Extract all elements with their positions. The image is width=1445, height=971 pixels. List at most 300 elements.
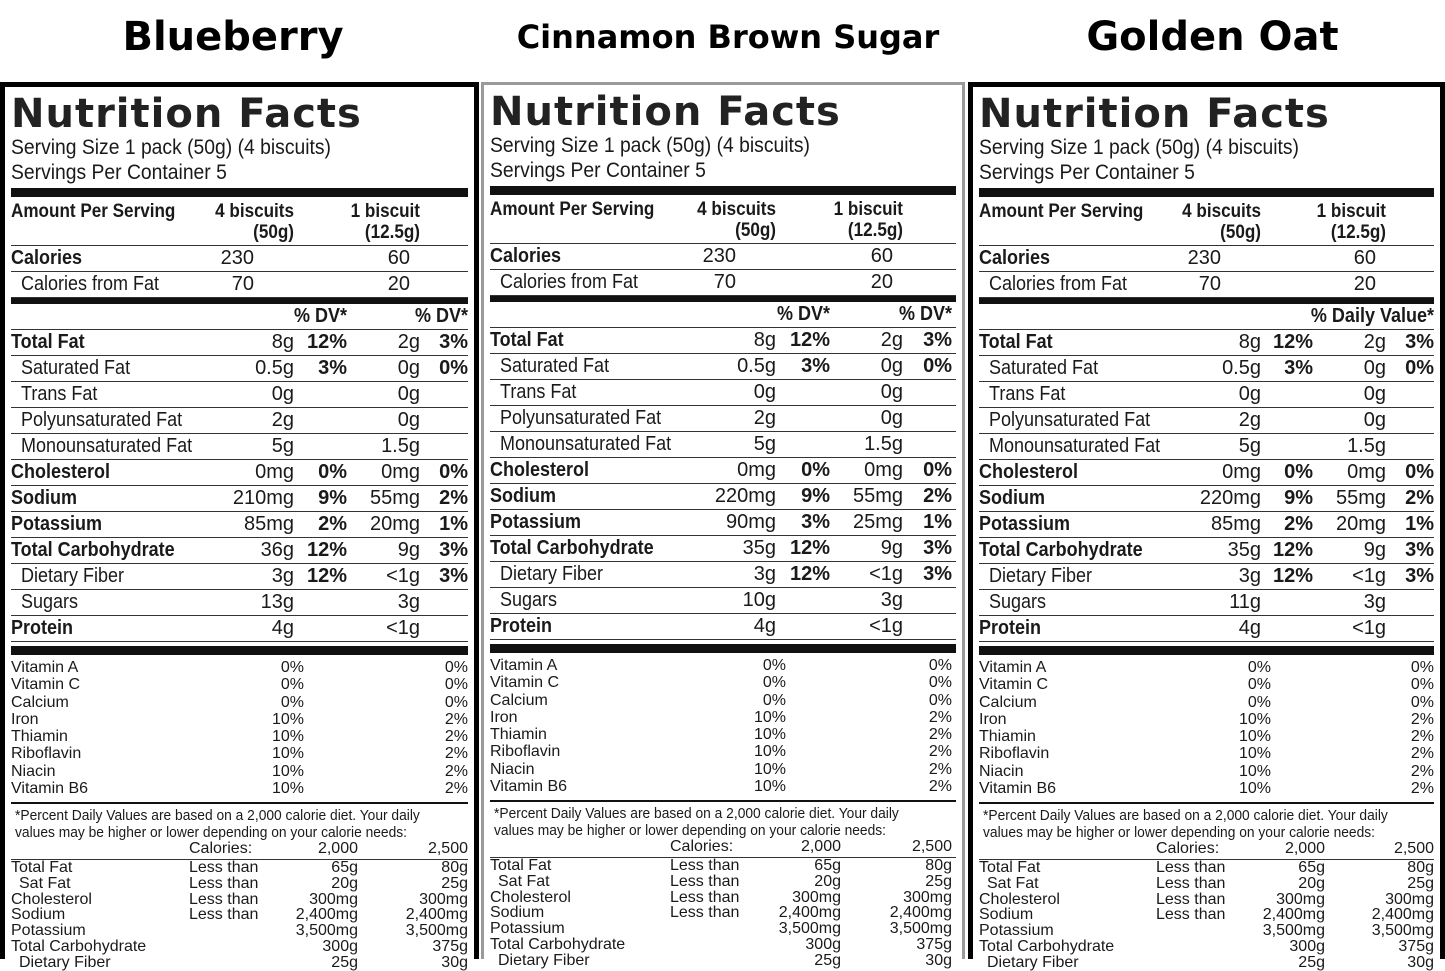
vitamin-row	[11, 711, 468, 728]
calories-from-fat-row	[490, 270, 956, 296]
heading-cinnamon-brown-sugar: Cinnamon Brown Sugar	[516, 18, 940, 56]
thick-divider	[490, 186, 956, 195]
daily-limits-row	[979, 876, 1434, 892]
amount-value: 0.5g	[1222, 357, 1261, 379]
nutrient-row-sat-fat	[490, 354, 956, 380]
vitamin-label: Vitamin B6	[490, 778, 568, 796]
nutrition-panel	[481, 82, 965, 969]
thin-divider	[979, 802, 1434, 804]
nutrient-row-total-fat	[11, 330, 468, 356]
daily-limits-row	[11, 892, 468, 908]
percent-value: 0%	[439, 461, 468, 483]
percent-value: 2%	[923, 485, 952, 507]
amount-value: 0g	[880, 355, 903, 377]
limit-nutrient: Potassium	[490, 920, 565, 938]
serving-size: Serving Size 1 pack (50g) (4 biscuits)	[490, 134, 810, 157]
nutrient-row-mono-fat	[11, 434, 468, 460]
amount-value: 0g	[880, 407, 903, 429]
calories-row	[490, 244, 956, 270]
nutrient-row-trans-fat	[11, 382, 468, 408]
nutrient-label: Cholesterol	[490, 459, 590, 481]
limit-2500: 30g	[925, 951, 952, 969]
amount-value: 70	[713, 271, 736, 293]
amount-value: 2g	[271, 409, 294, 431]
limit-nutrient: Dietary Fiber	[19, 953, 111, 971]
amount-value: 0mg	[864, 459, 903, 481]
limit-qualifier: Less than	[670, 857, 740, 875]
calories-header: Calories:	[670, 838, 734, 856]
nutrient-row-total-fat	[490, 328, 956, 354]
vitamin-label: Calcium	[490, 691, 548, 709]
limit-nutrient: Sodium	[11, 906, 66, 924]
amount-value: <1g	[1352, 617, 1386, 639]
amount-value: 1.5g	[864, 433, 903, 455]
amount-per-serving-header	[979, 197, 1434, 246]
daily-limits-row	[979, 907, 1434, 923]
amount-value: <1g	[869, 563, 903, 585]
limit-2000: 25g	[814, 951, 841, 969]
amount-value: 0mg	[255, 461, 294, 483]
limit-nutrient: Cholesterol	[979, 890, 1060, 908]
amount-per-serving-label: Amount Per Serving	[490, 199, 655, 220]
daily-limits-row	[11, 939, 468, 955]
limit-2500: 30g	[1407, 953, 1434, 971]
amount-value: 20	[387, 273, 410, 295]
nutrient-row-mono-fat	[979, 434, 1434, 460]
vitamin-percent: 10%	[1238, 762, 1271, 780]
percent-value: 2%	[318, 513, 347, 535]
amount-value: 1.5g	[381, 435, 420, 457]
footnote-line: values may be higher or lower depending on your calorie needs:	[15, 824, 408, 842]
limit-2000: 3,500mg	[778, 920, 841, 938]
daily-limits-row	[979, 923, 1434, 939]
calories-2000: 2,000	[317, 840, 358, 858]
daily-limits-row	[979, 955, 1434, 971]
nutrient-label: Polyunsaturated Fat	[21, 409, 183, 431]
amount-value: 20mg	[1335, 513, 1386, 535]
nutrient-rows	[979, 246, 1434, 970]
limit-nutrient: Sodium	[979, 906, 1034, 924]
limit-qualifier: Less than	[670, 888, 740, 906]
column-1-biscuit-label: 1 biscuit	[350, 201, 420, 222]
amount-value: 0mg	[737, 459, 776, 481]
vitamin-row	[490, 778, 956, 795]
limit-nutrient: Total Fat	[979, 859, 1041, 877]
column-1-biscuit-weight: (12.5g)	[847, 220, 903, 241]
amount-value: 20mg	[369, 513, 420, 535]
amount-value: 0g	[271, 383, 294, 405]
vitamin-percent: 0%	[762, 691, 786, 709]
nutrient-label: Sugars	[989, 591, 1047, 613]
nutrient-label: Dietary Fiber	[21, 565, 125, 587]
limit-qualifier: Less than	[1156, 906, 1226, 924]
amount-value: 70	[231, 273, 254, 295]
nutrient-label: Cholesterol	[979, 461, 1079, 483]
amount-value: 0g	[880, 381, 903, 403]
nutrient-label: Calories from Fat	[989, 273, 1128, 295]
daily-limits-row	[11, 923, 468, 939]
nutrient-row-poly-fat	[11, 408, 468, 434]
amount-value: 13g	[260, 591, 294, 613]
nutrition-facts-title: Nutrition Facts	[11, 91, 362, 137]
nutrient-row-fiber	[490, 562, 956, 588]
nutrient-label: Trans Fat	[989, 383, 1066, 405]
daily-limits-header	[11, 841, 468, 860]
amount-value: 36g	[260, 539, 294, 561]
limit-nutrient: Total Carbohydrate	[11, 937, 147, 955]
nutrient-label: Trans Fat	[21, 383, 98, 405]
amount-value: 0g	[1363, 409, 1386, 431]
percent-value: 12%	[789, 329, 830, 351]
amount-value: 0mg	[1347, 461, 1386, 483]
amount-value: 230	[1187, 247, 1221, 269]
vitamin-label: Calcium	[11, 693, 69, 711]
vitamin-percent: 10%	[1238, 780, 1271, 798]
daily-limits-row	[979, 860, 1434, 876]
amount-value: 3g	[1238, 565, 1261, 587]
serving-size: Serving Size 1 pack (50g) (4 biscuits)	[11, 136, 331, 159]
amount-value: <1g	[1352, 565, 1386, 587]
amount-value: 2g	[397, 331, 420, 353]
heading-golden-oat: Golden Oat	[1086, 14, 1339, 60]
nutrient-label: Sodium	[11, 487, 78, 509]
nutrient-label: Sodium	[979, 487, 1046, 509]
limit-2500: 80g	[925, 857, 952, 875]
nutrient-label: Cholesterol	[11, 461, 111, 483]
limit-2000: 2,400mg	[295, 906, 358, 924]
vitamin-percent: 0%	[1247, 693, 1271, 711]
daily-limits-row	[979, 939, 1434, 955]
daily-limits-row	[11, 876, 468, 892]
limit-qualifier: Less than	[189, 890, 259, 908]
amount-value: 2g	[1363, 331, 1386, 353]
vitamin-percent: 0%	[928, 691, 952, 709]
amount-value: 20	[1353, 273, 1376, 295]
nutrient-label: Sugars	[500, 589, 558, 611]
percent-value: 0%	[1284, 461, 1313, 483]
limit-2000: 2,400mg	[1262, 906, 1325, 924]
nutrient-label: Potassium	[490, 511, 582, 533]
footnote-line: *Percent Daily Values are based on a 2,000 calorie diet. Your daily	[983, 807, 1388, 825]
column-4-biscuits-weight: (50g)	[253, 222, 294, 243]
nutrient-label: Total Carbohydrate	[490, 537, 654, 559]
nutrient-label: Monounsaturated Fat	[989, 435, 1161, 457]
percent-value: 0%	[318, 461, 347, 483]
vitamin-label: Riboflavin	[490, 743, 561, 761]
nutrient-rows	[11, 246, 468, 970]
nutrient-row-protein	[11, 616, 468, 642]
vitamin-row	[490, 726, 956, 743]
percent-value: 1%	[1405, 513, 1434, 535]
vitamin-percent: 2%	[928, 743, 952, 761]
nutrient-row-fiber	[11, 564, 468, 590]
vitamin-percent: 0%	[762, 657, 786, 674]
servings-per-container: Servings Per Container 5	[979, 161, 1195, 184]
percent-value: 12%	[1272, 331, 1313, 353]
limit-2500: 2,400mg	[1371, 906, 1434, 924]
limit-2000: 65g	[331, 859, 358, 877]
limit-qualifier: Less than	[1156, 859, 1226, 877]
nutrition-facts-title: Nutrition Facts	[979, 91, 1330, 137]
vitamin-label: Vitamin B6	[11, 780, 89, 798]
nutrient-label: Monounsaturated Fat	[21, 435, 193, 457]
vitamin-percent: 0%	[444, 659, 468, 676]
vitamin-label: Vitamin C	[979, 676, 1049, 694]
limit-2000: 20g	[1298, 875, 1325, 893]
percent-value: 1%	[439, 513, 468, 535]
vitamin-percent: 10%	[271, 710, 304, 728]
amount-value: <1g	[386, 617, 420, 639]
limit-nutrient: Cholesterol	[490, 888, 571, 906]
nutrient-label: Calories	[11, 247, 83, 269]
percent-value: 12%	[306, 565, 347, 587]
amount-value: 90mg	[725, 511, 776, 533]
vitamin-label: Iron	[979, 710, 1007, 728]
percent-value: 9%	[801, 485, 830, 507]
nutrient-label: Polyunsaturated Fat	[989, 409, 1151, 431]
nutrient-row-sugars	[490, 588, 956, 614]
nutrient-label: Calories from Fat	[21, 273, 160, 295]
amount-value: 8g	[753, 329, 776, 351]
nutrient-label: Total Carbohydrate	[11, 539, 175, 561]
nutrient-label: Monounsaturated Fat	[500, 433, 672, 455]
limit-2500: 300mg	[419, 890, 468, 908]
percent-value: 3%	[439, 539, 468, 561]
calories-from-fat-row	[11, 272, 468, 298]
limit-2500: 80g	[1407, 859, 1434, 877]
footnote-line: *Percent Daily Values are based on a 2,000 calorie diet. Your daily	[494, 805, 899, 823]
amount-value: 9g	[880, 537, 903, 559]
nutrient-row-trans-fat	[979, 382, 1434, 408]
amount-value: 20	[870, 271, 893, 293]
amount-value: 2g	[1238, 409, 1261, 431]
daily-limits-row	[11, 860, 468, 876]
limit-qualifier: Less than	[1156, 890, 1226, 908]
vitamin-row	[979, 711, 1434, 728]
nutrient-row-cholesterol	[979, 460, 1434, 486]
amount-value: 220mg	[714, 485, 776, 507]
vitamin-row	[490, 674, 956, 691]
nutrient-row-total-fat	[979, 330, 1434, 356]
vitamin-percent: 10%	[753, 726, 786, 744]
nutrient-row-sugars	[979, 590, 1434, 616]
nutrient-row-protein	[979, 616, 1434, 642]
nutrient-label: Sugars	[21, 591, 79, 613]
amount-value: 230	[220, 247, 254, 269]
limit-2000: 2,400mg	[778, 904, 841, 922]
calories-row	[11, 246, 468, 272]
vitamin-percent: 2%	[444, 745, 468, 763]
percent-value: 3%	[318, 357, 347, 379]
vitamin-percent: 10%	[271, 762, 304, 780]
limit-2000: 25g	[1298, 953, 1325, 971]
nutrient-row-potassium	[979, 512, 1434, 538]
limit-nutrient: Sodium	[490, 904, 545, 922]
nutrient-label: Dietary Fiber	[500, 563, 604, 585]
vitamin-percent: 2%	[1410, 762, 1434, 780]
vitamin-percent: 0%	[1247, 676, 1271, 694]
nutrient-label: Potassium	[979, 513, 1071, 535]
limit-2000: 65g	[814, 857, 841, 875]
amount-value: 0mg	[381, 461, 420, 483]
vitamin-percent: 0%	[762, 674, 786, 692]
amount-value: 0g	[397, 383, 420, 405]
limit-qualifier: Less than	[670, 904, 740, 922]
limit-2500: 30g	[441, 953, 468, 971]
vitamin-percent: 0%	[280, 659, 304, 676]
percent-dv-label: % DV*	[776, 303, 830, 325]
limit-2500: 25g	[925, 873, 952, 891]
vitamin-label: Thiamin	[11, 728, 68, 746]
limit-2000: 3,500mg	[1262, 922, 1325, 940]
vitamin-percent: 10%	[753, 760, 786, 778]
vitamin-percent: 2%	[928, 760, 952, 778]
vitamin-row	[979, 728, 1434, 745]
percent-value: 3%	[923, 563, 952, 585]
nutrient-label: Calories	[490, 245, 562, 267]
vitamin-label: Vitamin A	[11, 659, 79, 676]
amount-value: 0g	[1363, 357, 1386, 379]
vitamin-percent: 0%	[1247, 659, 1271, 676]
percent-value: 3%	[1405, 331, 1434, 353]
amount-value: 55mg	[1335, 487, 1386, 509]
nutrient-row-cholesterol	[490, 458, 956, 484]
vitamin-label: Niacin	[11, 762, 56, 780]
limit-nutrient: Dietary Fiber	[498, 951, 590, 969]
thick-divider	[979, 188, 1434, 197]
nutrient-label: Protein	[11, 617, 74, 639]
vitamin-row	[11, 745, 468, 762]
vitamin-label: Thiamin	[979, 728, 1036, 746]
nutrient-label: Dietary Fiber	[989, 565, 1093, 587]
limit-2500: 80g	[441, 859, 468, 877]
vitamin-label: Riboflavin	[11, 745, 82, 763]
limit-nutrient: Total Fat	[490, 857, 552, 875]
limit-2500: 375g	[1398, 937, 1434, 955]
amount-value: 11g	[1229, 591, 1261, 613]
vitamin-label: Niacin	[979, 762, 1024, 780]
daily-value-header-row	[979, 304, 1434, 330]
nutrient-label: Calories from Fat	[500, 271, 639, 293]
amount-value: 9g	[1363, 539, 1386, 561]
vitamin-row	[11, 763, 468, 780]
limit-qualifier: Less than	[189, 859, 259, 877]
calories-2500: 2,500	[911, 838, 952, 856]
nutrition-facts-title: Nutrition Facts	[490, 89, 841, 135]
amount-value: 9g	[397, 539, 420, 561]
daily-value-header-row	[490, 302, 956, 328]
nutrient-row-carb	[490, 536, 956, 562]
percent-dv-label: % DV*	[898, 303, 952, 325]
limit-2000: 300mg	[309, 890, 358, 908]
vitamin-row	[979, 676, 1434, 693]
vitamin-row	[490, 692, 956, 709]
limit-2000: 300mg	[792, 888, 841, 906]
nutrient-row-poly-fat	[490, 406, 956, 432]
vitamin-row	[490, 657, 956, 674]
amount-value: 3g	[271, 565, 294, 587]
calories-from-fat-row	[979, 272, 1434, 298]
vitamin-percent: 0%	[1410, 676, 1434, 694]
daily-limits-row	[490, 953, 956, 969]
nutrient-row-trans-fat	[490, 380, 956, 406]
limit-2500: 375g	[432, 937, 468, 955]
amount-value: 0.5g	[255, 357, 294, 379]
column-4-biscuits-weight: (50g)	[1220, 222, 1261, 243]
footnote-line: *Percent Daily Values are based on a 2,000 calorie diet. Your daily	[15, 807, 420, 825]
amount-value: 230	[702, 245, 736, 267]
nutrient-row-carb	[979, 538, 1434, 564]
vitamin-row	[11, 694, 468, 711]
calories-row	[979, 246, 1434, 272]
percent-value: 0%	[801, 459, 830, 481]
limit-nutrient: Dietary Fiber	[987, 953, 1079, 971]
vitamin-label: Vitamin B6	[979, 780, 1057, 798]
column-1-biscuit-weight: (12.5g)	[1330, 222, 1386, 243]
column-4-biscuits-label: 4 biscuits	[1182, 201, 1261, 222]
calories-header: Calories:	[1156, 840, 1220, 858]
daily-value-header-row	[11, 304, 468, 330]
footnote-line: values may be higher or lower depending on your calorie needs:	[983, 824, 1376, 842]
vitamin-percent: 0%	[1410, 659, 1434, 676]
percent-value: 3%	[1284, 357, 1313, 379]
limit-2000: 300mg	[1276, 890, 1325, 908]
nutrient-label: Total Fat	[979, 331, 1053, 353]
limit-2000: 300g	[805, 935, 841, 953]
limit-nutrient: Total Fat	[11, 859, 73, 877]
vitamin-row	[490, 743, 956, 760]
percent-value: 0%	[1405, 357, 1434, 379]
percent-value: 12%	[789, 563, 830, 585]
percent-value: 3%	[1405, 539, 1434, 561]
amount-value: 5g	[271, 435, 294, 457]
limit-2500: 3,500mg	[1371, 922, 1434, 940]
percent-daily-value-label: % Daily Value*	[1310, 305, 1434, 327]
thick-divider	[11, 646, 468, 655]
nutrient-row-sat-fat	[11, 356, 468, 382]
amount-value: 210mg	[232, 487, 294, 509]
thick-divider	[490, 644, 956, 653]
nutrient-row-sodium	[490, 484, 956, 510]
vitamin-row	[979, 659, 1434, 676]
limit-2000: 25g	[331, 953, 358, 971]
vitamin-label: Vitamin C	[490, 674, 560, 692]
servings-per-container: Servings Per Container 5	[11, 161, 227, 184]
vitamin-row	[11, 728, 468, 745]
amount-value: 0mg	[1222, 461, 1261, 483]
column-4-biscuits-label: 4 biscuits	[697, 199, 776, 220]
amount-value: 220mg	[1199, 487, 1261, 509]
vitamin-percent: 10%	[271, 728, 304, 746]
vitamin-percent: 0%	[280, 693, 304, 711]
column-4-biscuits-label: 4 biscuits	[215, 201, 294, 222]
vitamin-row	[979, 694, 1434, 711]
nutrient-row-sodium	[11, 486, 468, 512]
percent-value: 0%	[1405, 461, 1434, 483]
vitamin-percent: 2%	[928, 778, 952, 796]
nutrient-label: Protein	[979, 617, 1042, 639]
vitamin-label: Thiamin	[490, 726, 547, 744]
percent-value: 9%	[1284, 487, 1313, 509]
thick-divider	[979, 646, 1434, 655]
amount-value: 35g	[742, 537, 776, 559]
vitamin-percent: 2%	[444, 762, 468, 780]
vitamin-percent: 0%	[928, 657, 952, 674]
amount-value: 4g	[271, 617, 294, 639]
amount-value: 0g	[753, 381, 776, 403]
vitamin-label: Calcium	[979, 693, 1037, 711]
amount-value: 0g	[397, 409, 420, 431]
